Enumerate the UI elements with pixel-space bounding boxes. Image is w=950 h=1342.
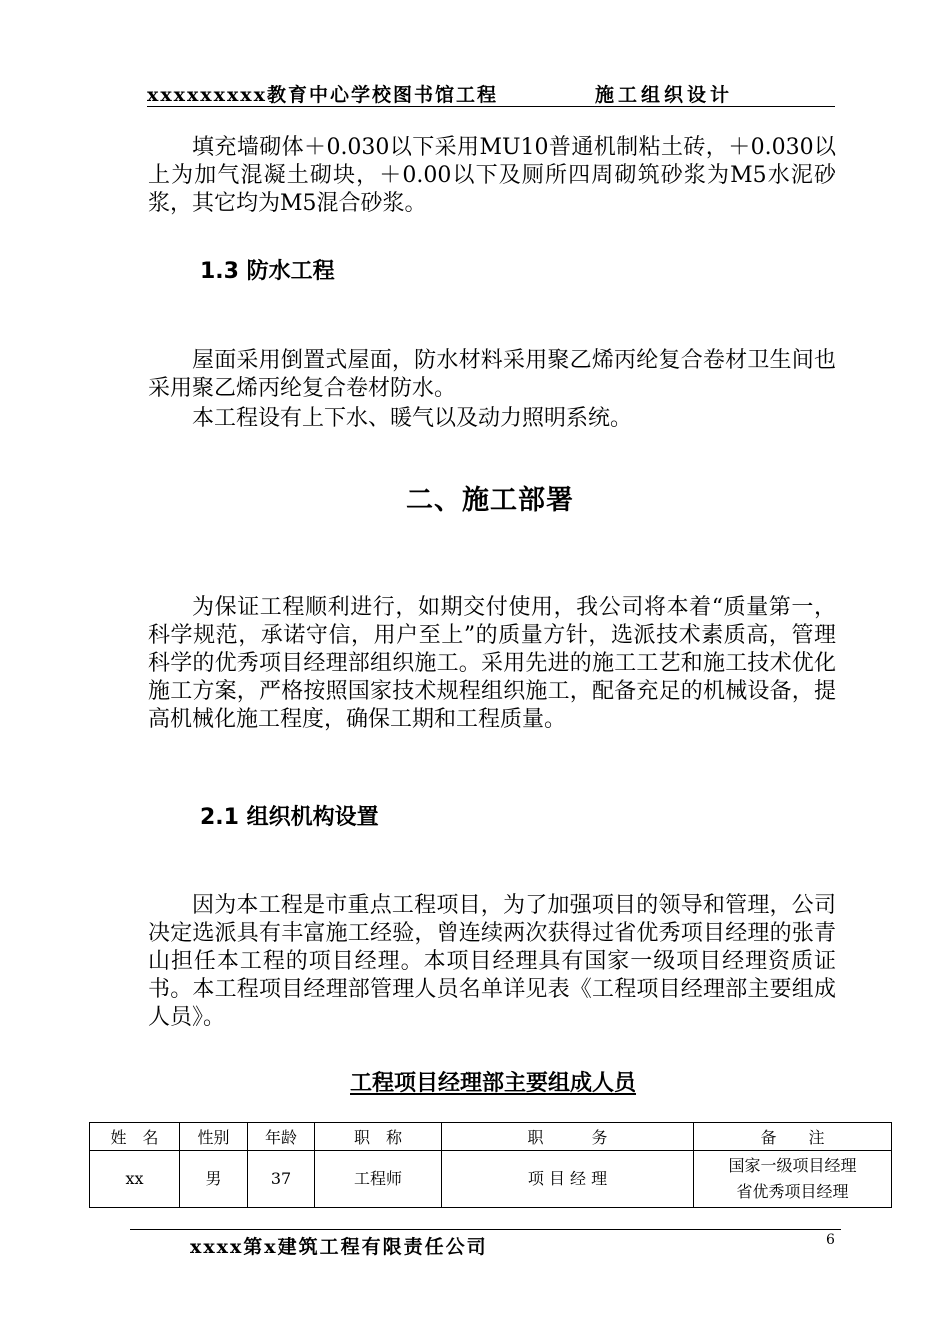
cell-name: xx bbox=[90, 1151, 180, 1208]
cell-age: 37 bbox=[248, 1151, 315, 1208]
cell-duty: 项 目 经 理 bbox=[442, 1151, 694, 1208]
paragraph-organization: 因为本工程是市重点工程项目，为了加强项目的领导和管理，公司决定选派具有丰富施工经验，曾连续两次获得过省优秀项目经理的张青山担任本工程的项目经理。本项目经理具有国家一级项目经理资质证书。本工程项目经理部管理人员名单详见表《工程项目经理部主要组成人员》。 bbox=[148, 893, 836, 1030]
cell-note bbox=[694, 1151, 892, 1208]
footer-rule bbox=[130, 1229, 841, 1230]
header-doc-type: 施工组织设计 bbox=[595, 84, 734, 106]
header-project: xxxxxxxxx教育中心学校图书馆工程 bbox=[147, 84, 498, 106]
col-name: 姓 名 bbox=[90, 1123, 180, 1151]
footer-company: xxxx第x建筑工程有限责任公司 bbox=[190, 1236, 488, 1258]
heading-organization: 2.1 组织机构设置 bbox=[200, 805, 379, 830]
page-number: 6 bbox=[826, 1232, 835, 1248]
col-note: 备 注 bbox=[694, 1123, 892, 1151]
note-line-2: 省优秀项目经理 bbox=[736, 1182, 849, 1201]
col-title: 职 称 bbox=[315, 1123, 442, 1151]
note-line-1: 国家一级项目经理 bbox=[728, 1156, 857, 1175]
table-header-row bbox=[90, 1123, 892, 1151]
col-gender: 性别 bbox=[180, 1123, 248, 1151]
table-title: 工程项目经理部主要组成人员 bbox=[350, 1071, 637, 1096]
paragraph-masonry: 填充墙砌体＋0.030以下采用MU10普通机制粘土砖，＋0.030以上为加气混凝土砌块，＋0.00以下及厕所四周砌筑砂浆为M5水泥砂浆，其它均为M5混合砂浆。 bbox=[148, 135, 836, 216]
heading-section-2: 二、施工部署 bbox=[406, 485, 574, 516]
paragraph-waterproof-1: 屋面采用倒置式屋面，防水材料采用聚乙烯丙纶复合卷材卫生间也采用聚乙烯丙纶复合卷材防水。 bbox=[148, 348, 836, 401]
paragraph-waterproof-2: 本工程设有上下水、暖气以及动力照明系统。 bbox=[192, 406, 633, 431]
col-duty: 职 务 bbox=[442, 1123, 694, 1151]
cell-title: 工程师 bbox=[315, 1151, 442, 1208]
header-rule bbox=[147, 106, 835, 107]
cell-gender: 男 bbox=[180, 1151, 248, 1208]
table-row bbox=[90, 1151, 892, 1208]
heading-waterproof: 1.3 防水工程 bbox=[200, 259, 335, 284]
staff-table bbox=[89, 1122, 892, 1208]
paragraph-deployment: 为保证工程顺利进行，如期交付使用，我公司将本着“质量第一，科学规范，承诺守信，用户至上”的质量方针，选派技术素质高，管理科学的优秀项目经理部组织施工。采用先进的施工工艺和施工技术优化施工方案，严格按照国家技术规程组织施工，配备充足的机械设备，提高机械化施工程度，确保工期和工程质量。 bbox=[148, 595, 836, 732]
col-age: 年龄 bbox=[248, 1123, 315, 1151]
